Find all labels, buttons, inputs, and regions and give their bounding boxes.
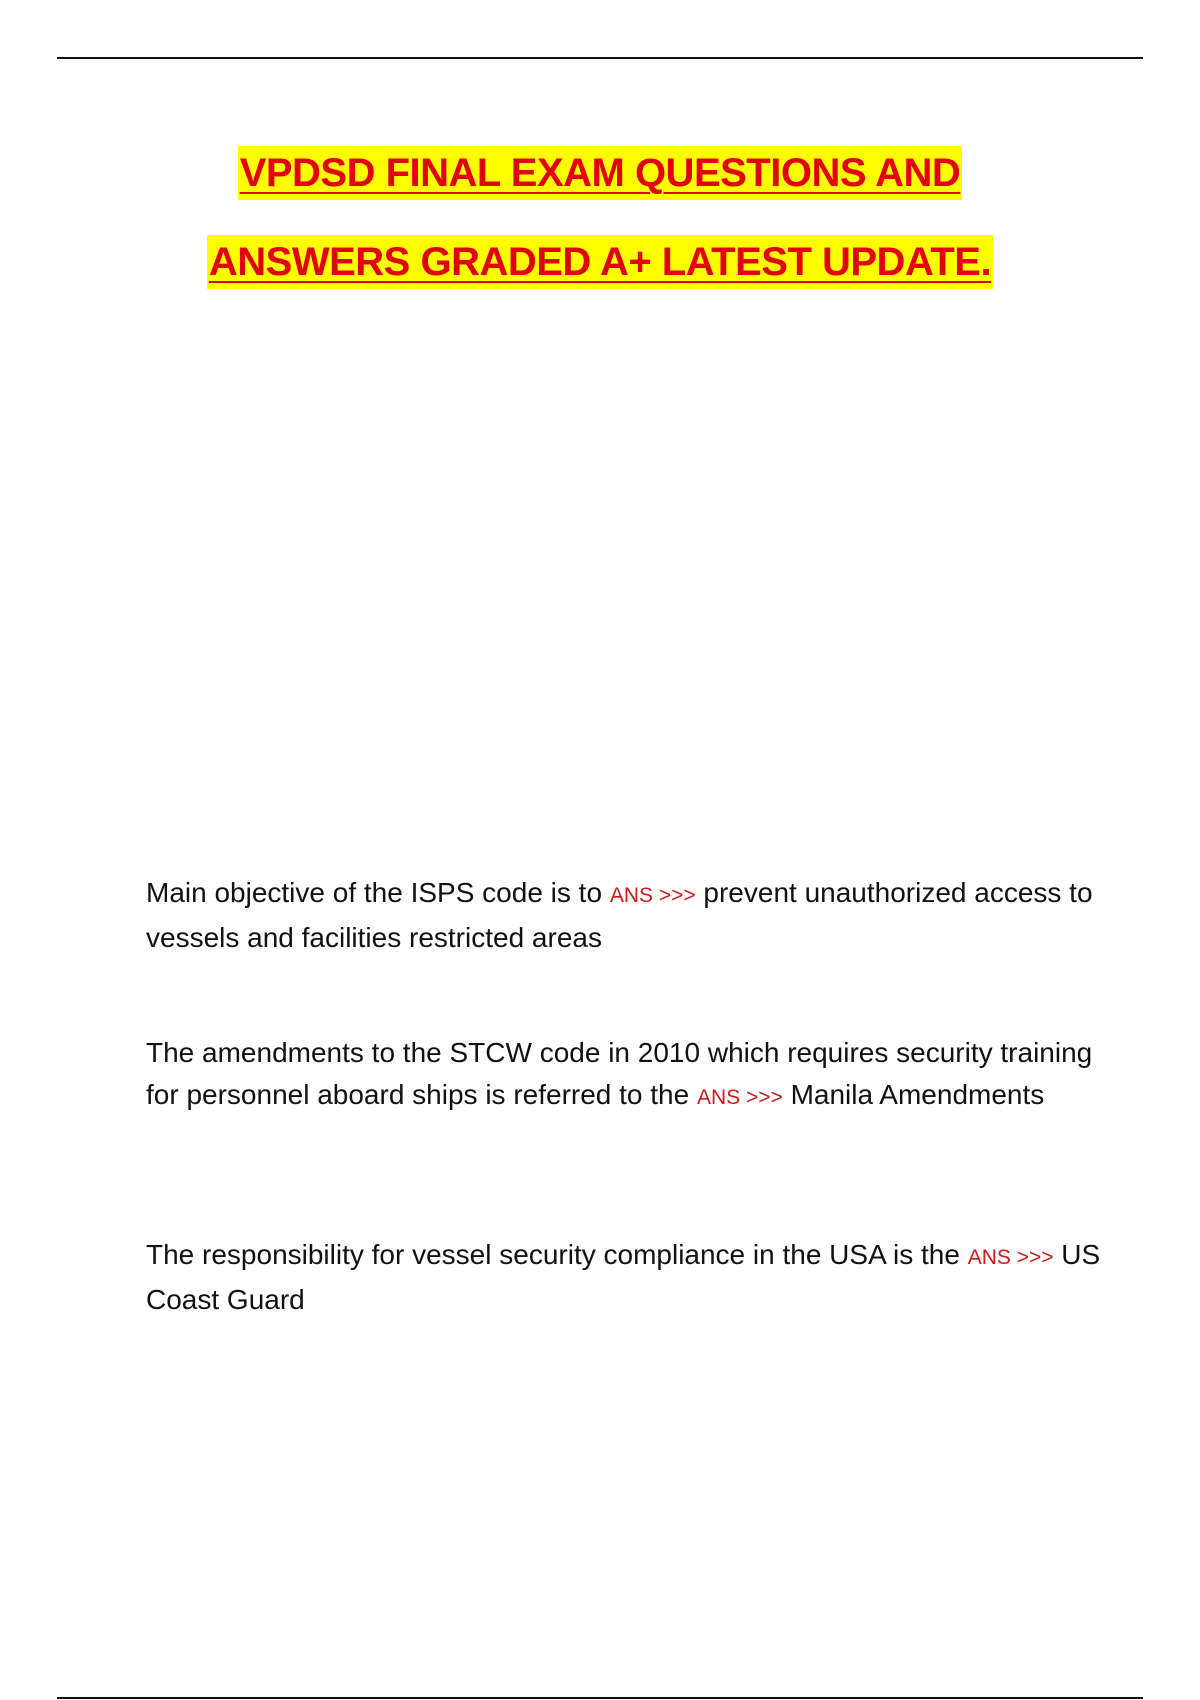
question-text: Main objective of the ISPS code is to: [146, 877, 603, 908]
answer-marker: ANS >>>: [696, 1086, 783, 1109]
question-text: The responsibility for vessel security compliance in the USA is the: [146, 1239, 960, 1270]
answer-text: prevent unauthorized access to vessels and facilities restricted areas: [146, 877, 1093, 953]
bottom-rule: [57, 1697, 1143, 1699]
qa-item: [146, 872, 1106, 959]
title-line-1: VPDSD FINAL EXAM QUESTIONS AND: [238, 146, 963, 200]
qa-item: [146, 1234, 1106, 1321]
question-text: The amendments to the STCW code in 2010 which requires security training for personnel aboard ships is referred to the: [146, 1037, 1093, 1110]
answer-marker: ANS >>>: [967, 1246, 1054, 1269]
answer-text: US Coast Guard: [146, 1239, 1101, 1315]
answer-marker: ANS >>>: [609, 884, 696, 907]
answer-text: Manila Amendments: [790, 1079, 1045, 1110]
top-rule: [57, 57, 1143, 59]
title-line-2: ANSWERS GRADED A+ LATEST UPDATE.: [207, 235, 993, 289]
qa-item: [146, 1032, 1106, 1119]
document-title: [0, 146, 1200, 324]
